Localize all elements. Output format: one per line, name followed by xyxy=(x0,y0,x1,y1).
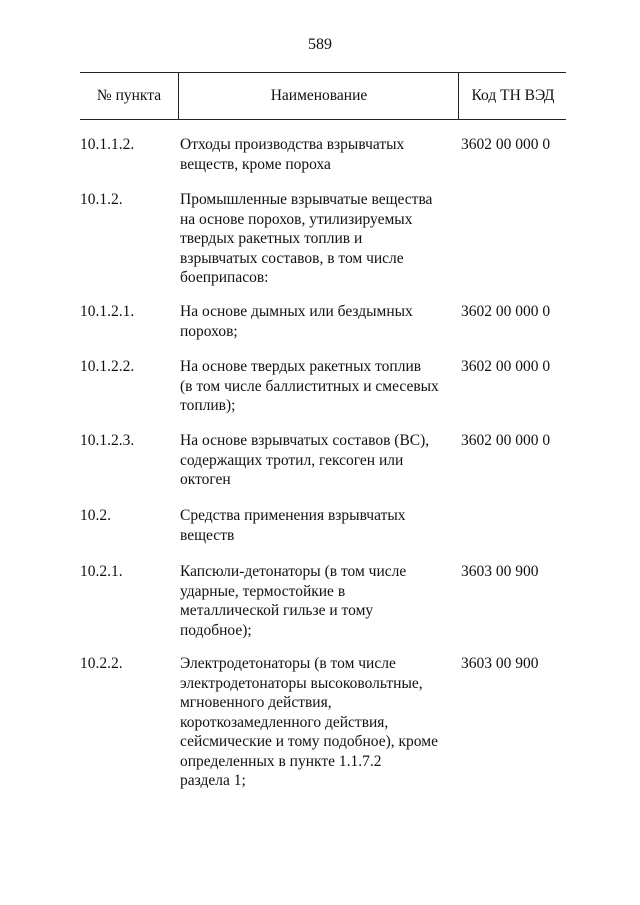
row-name xyxy=(180,357,455,416)
row-name-line: боеприпасов: xyxy=(180,269,269,286)
row-number: 10.2.1. xyxy=(80,563,123,580)
row-name-line: (в том числе баллиститных и смесевых xyxy=(180,377,439,395)
row-name-line: раздела 1; xyxy=(180,772,246,789)
row-name xyxy=(180,654,455,791)
row-name-line: топлив); xyxy=(180,397,236,414)
row-number: 10.2.2. xyxy=(80,655,123,672)
row-name-line: На основе взрывчатых составов (ВС), xyxy=(180,432,430,449)
row-name-line: Промышленные взрывчатые вещества xyxy=(180,191,433,208)
row-number: 10.1.2.3. xyxy=(80,432,135,449)
row-name-line: сейсмические и тому подобное), кроме xyxy=(180,733,438,750)
row-name xyxy=(180,431,455,490)
row-name-line: определенных в пункте 1.1.7.2 xyxy=(180,752,382,770)
row-name xyxy=(180,190,455,288)
row-name-line: на основе порохов, утилизируемых xyxy=(180,210,413,228)
row-number: 10.1.2.2. xyxy=(80,358,135,375)
row-code: 3603 00 900 xyxy=(461,655,539,672)
header-name: Наименование xyxy=(178,73,459,119)
row-name-line: веществ xyxy=(180,526,235,544)
row-name-line: электродетонаторы высоковольтные, xyxy=(180,674,423,692)
row-name-line: Электродетонаторы (в том числе xyxy=(180,655,396,672)
row-name-line: взрывчатых составов, в том числе xyxy=(180,249,404,267)
row-name-line: Средства применения взрывчатых xyxy=(180,507,406,524)
row-code: 3602 00 000 0 xyxy=(461,303,551,320)
row-name-line: подобное); xyxy=(180,621,252,639)
row-name-line: На основе дымных или бездымных xyxy=(180,303,413,320)
row-name-line: порохов; xyxy=(180,322,238,340)
row-name-line: металлической гильзе и тому xyxy=(180,602,374,619)
row-name-line: твердых ракетных топлив и xyxy=(180,230,363,247)
row-name-line: содержащих тротил, гексоген или xyxy=(180,451,404,469)
row-code: 3603 00 900 xyxy=(461,563,539,580)
row-name xyxy=(180,562,455,640)
row-name xyxy=(180,135,455,174)
table-header xyxy=(80,72,566,120)
row-name-line: мгновенного действия, xyxy=(180,694,332,711)
row-number: 10.2. xyxy=(80,507,111,524)
row-name-line: веществ, кроме пороха xyxy=(180,155,331,173)
row-name-line: На основе твердых ракетных топлив xyxy=(180,358,422,375)
row-name-line: Капсюли-детонаторы (в том числе xyxy=(180,563,407,580)
row-name xyxy=(180,506,455,545)
row-name-line: короткозамедленного действия, xyxy=(180,713,389,731)
page-number: 589 xyxy=(308,36,332,53)
row-name-line: ударные, термостойкие в xyxy=(180,582,346,600)
row-number: 10.1.2. xyxy=(80,191,123,208)
row-number: 10.1.2.1. xyxy=(80,303,135,320)
row-name-line: Отходы производства взрывчатых xyxy=(180,136,405,153)
row-number: 10.1.1.2. xyxy=(80,136,135,153)
row-code: 3602 00 000 0 xyxy=(461,358,551,375)
header-number: № пункта xyxy=(96,87,162,104)
header-code: Код ТН ВЭД xyxy=(458,73,567,119)
row-code: 3602 00 000 0 xyxy=(461,432,551,449)
row-code: 3602 00 000 0 xyxy=(461,136,551,153)
row-name-line: октоген xyxy=(180,471,231,488)
row-name xyxy=(180,302,455,341)
